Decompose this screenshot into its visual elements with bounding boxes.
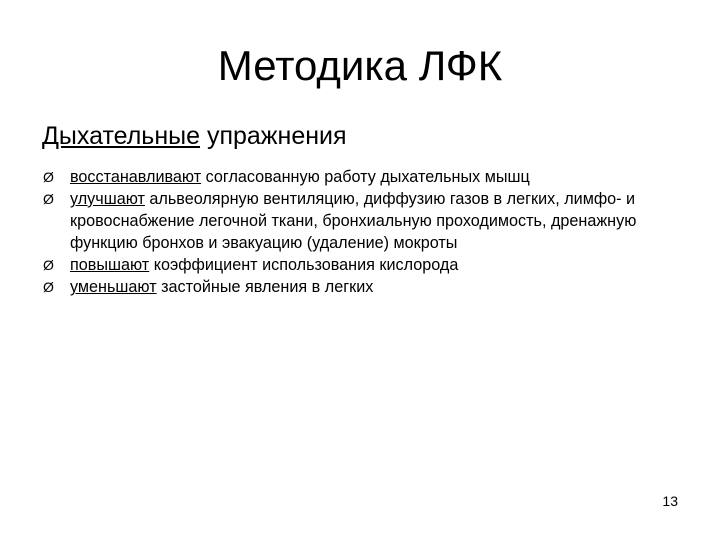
bullet-keyword: повышают [70, 256, 150, 274]
arrow-bullet-icon: Ø [43, 191, 54, 207]
page-number: 13 [662, 493, 678, 509]
bullet-text: застойные явления в легких [156, 278, 374, 296]
arrow-bullet-icon: Ø [43, 169, 54, 185]
subtitle-rest: упражнения [200, 122, 347, 150]
bullet-keyword: улучшают [70, 190, 145, 208]
arrow-bullet-icon: Ø [43, 279, 54, 295]
subtitle-underlined: Дыхательные [42, 122, 201, 150]
slide-subtitle [42, 120, 347, 152]
arrow-bullet-icon: Ø [43, 257, 54, 273]
bullet-text: коэффициент использования кислорода [149, 256, 459, 274]
slide-title: Методика ЛФК [217, 42, 503, 89]
bullet-item [43, 276, 683, 298]
bullet-keyword: уменьшают [70, 278, 157, 296]
bullet-list [43, 166, 683, 298]
bullet-item [43, 166, 683, 188]
bullet-text: согласованную работу дыхательных мышц [201, 168, 530, 186]
bullet-item [43, 254, 683, 276]
bullet-item [43, 188, 683, 254]
bullet-keyword: восстанавливают [70, 168, 202, 186]
bullet-text: альвеолярную вентиляцию, диффузию газов в легких, лимфо- и кровоснабжение легочной ткани, бронхиальную проходимость, дренажную функцию бронхов и эвакуацию (удаление) мокроты [70, 190, 637, 252]
